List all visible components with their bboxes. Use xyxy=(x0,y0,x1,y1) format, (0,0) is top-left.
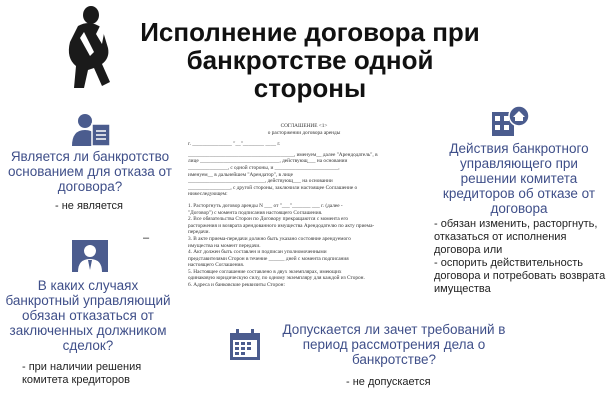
document-clause-line: представителями Сторон в течение ______ дней с момента подписания xyxy=(188,255,349,262)
question-bankruptcy-grounds: Является ли банкротство основанием для отказа от договора? xyxy=(8,149,172,194)
document-intro-line: лице ______________________________, действующ___ на основании xyxy=(188,158,348,165)
document-heading: СОГЛАШЕНИЕ <1> xyxy=(280,123,328,129)
answer-bankruptcy-grounds: - не является xyxy=(55,200,124,212)
document-intro-line: _____________________________, действующ___ на основании xyxy=(188,178,333,185)
answer-offset-claims: - не допускается xyxy=(346,376,431,388)
document-subheading: о расторжении договора аренды xyxy=(267,129,341,136)
document-clause-line: имущества на момент передачи. xyxy=(188,242,261,249)
page-title: Исполнение договора при банкротстве одной стороны xyxy=(140,17,480,103)
document-clause-line: 5. Настоящее соглашение составлено в двух экземплярах, имеющих xyxy=(188,268,342,275)
document-clause-line: 4. Акт должен быть составлен и подписан уполномоченными xyxy=(188,249,327,256)
calendar-icon xyxy=(228,328,262,362)
answer-manager-obligation: - при наличии решения комитета кредиторов xyxy=(22,361,142,386)
answer-manager-actions-1: - обязан изменить, расторгнуть, отказаться от исполнения договора или xyxy=(434,218,598,256)
document-clause-line: 1. Расторгнуть договор аренды N ___ от "___"_______ ___ г. (далее - xyxy=(188,202,343,209)
agreement-document xyxy=(188,123,420,301)
document-clause-line: расторжения и возврата арендованного имущества Арендодателю по акту приема- xyxy=(188,222,375,229)
thinker-figure-icon xyxy=(50,4,124,90)
answer-manager-actions-2: - оспорить действительность договора и потребовать возврата имущества xyxy=(434,257,606,295)
question-manager-obligation: В каких случаях банкротный управляющий обязан отказаться от заключенных должником сделок? xyxy=(5,278,171,353)
document-clause-line: настоящего Соглашения. xyxy=(188,262,245,269)
document-intro-line: нижеследующем: xyxy=(188,191,228,198)
question-offset-claims: Допускается ли зачет требований в период рассмотрения дела о банкротстве? xyxy=(282,322,506,367)
document-intro-line: _______________, с одной стороны, и ________________________, xyxy=(188,164,340,171)
separator-dash: – xyxy=(143,232,150,244)
document-clause-line: 2. Все обязательства Сторон по Договору прекращаются с момента его xyxy=(188,216,349,223)
document-intro-line: ________________________________________, именуем__ далее "Арендодатель", в xyxy=(188,151,378,158)
document-intro-line: именуем__ в дальнейшем "Арендатор", в лице xyxy=(188,171,293,178)
user-document-icon xyxy=(70,112,112,148)
question-manager-actions: Действия банкротного управляющего при решении комитета кредиторов об отказе от договора xyxy=(442,141,596,216)
document-clause-line: "Договор") с момента подписания настоящего Соглашения. xyxy=(188,209,323,216)
document-city-line: г. _______________ "__"________ ____ г. xyxy=(188,141,281,148)
document-clause-line: 3. В акте приема-передачи должно быть указано состояние арендуемого xyxy=(188,235,351,242)
presenter-user-icon xyxy=(70,238,110,274)
document-clause-line: передачи. xyxy=(188,229,210,236)
document-intro-line: ________________, с другой стороны, заключили настоящее Соглашение о xyxy=(188,184,358,191)
document-clause-line: 6. Адреса и банковские реквизиты Сторон: xyxy=(188,282,285,289)
building-location-icon xyxy=(490,104,532,138)
document-clause-line: одинаковую юридическую силу, по одному экземпляру для каждой из Сторон. xyxy=(188,275,365,282)
